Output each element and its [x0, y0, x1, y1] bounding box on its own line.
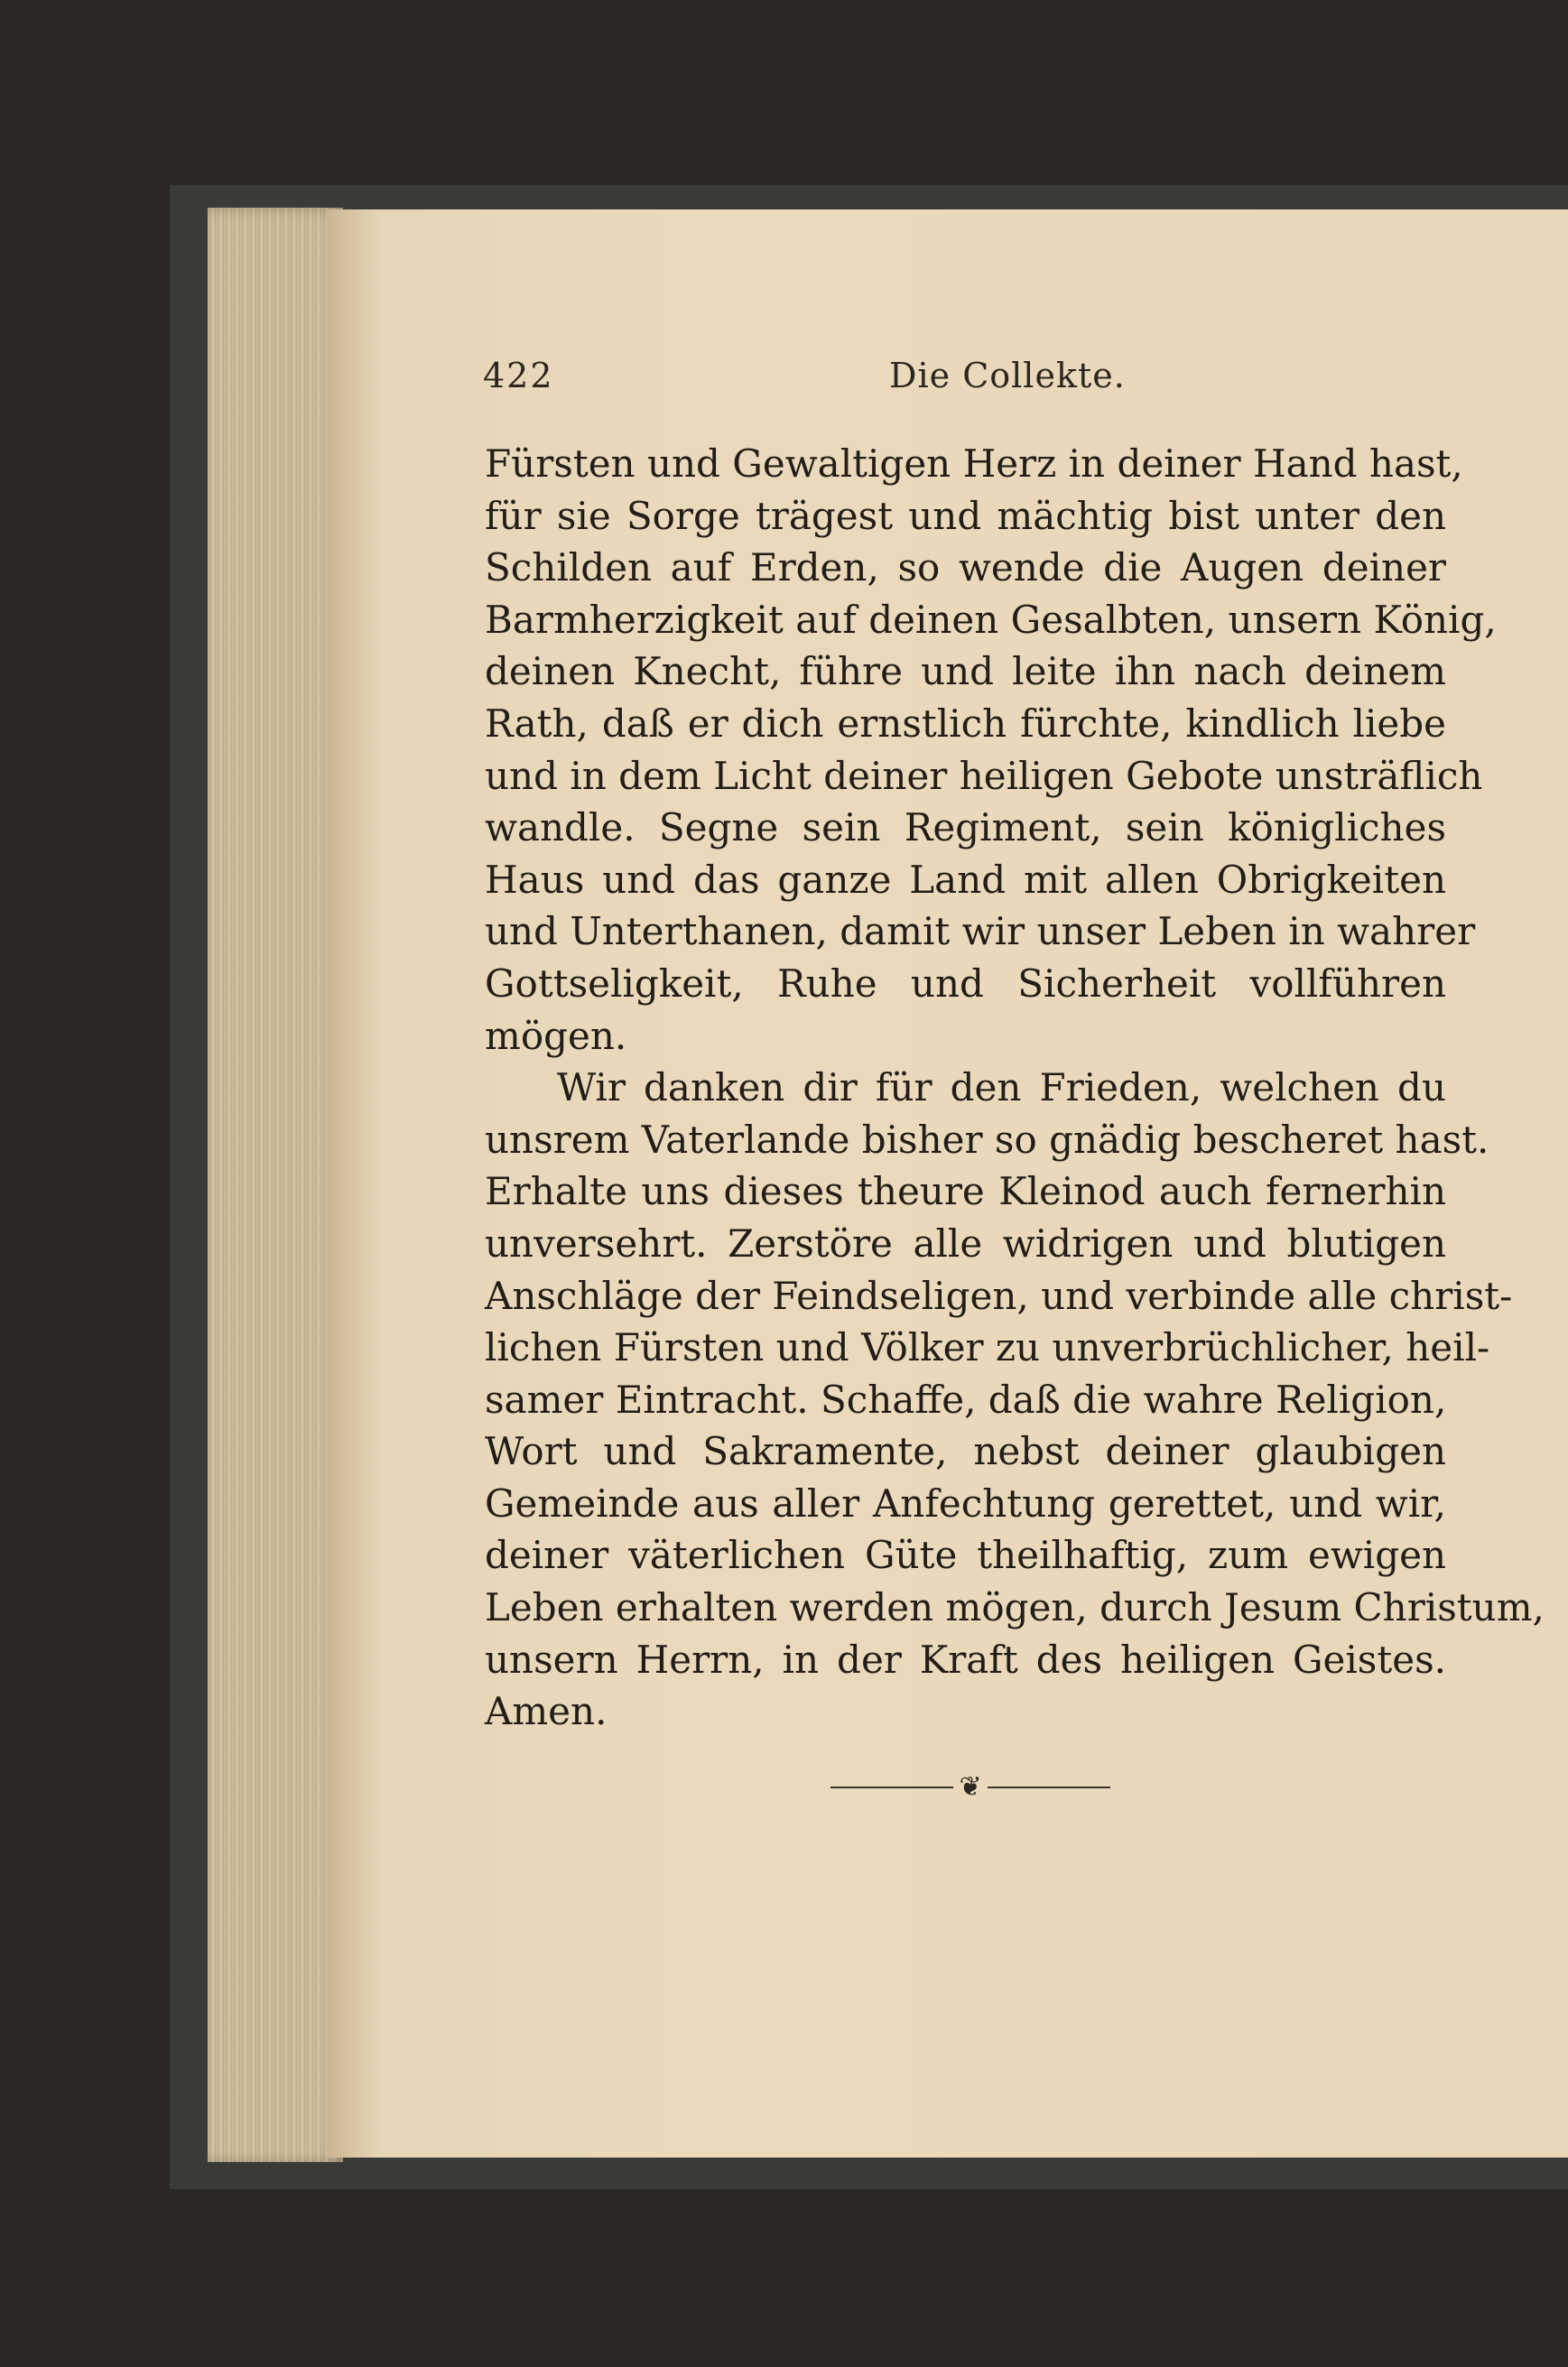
text-line: und Unterthanen, damit wir unser Leben in wahrer — [485, 909, 1476, 954]
text-line: Barmherzigkeit auf deinen Gesalbten, unsern König, — [485, 597, 1497, 642]
text-line: Haus und das ganze Land mit allen Obrigkeiten — [485, 857, 1446, 902]
text-line: unversehrt. Zerstöre alle widrigen und blutigen — [485, 1221, 1446, 1266]
text-line: Anschläge der Feindseligen, und verbinde alle christ- — [485, 1273, 1513, 1318]
running-title: Die Collekte. — [889, 356, 1126, 395]
text-line: mögen. — [485, 1013, 627, 1058]
text-line: für sie Sorge trägest und mächtig bist unter den — [485, 493, 1446, 538]
fleuron-icon: ❦ — [959, 1771, 982, 1803]
text-line: lichen Fürsten und Völker zu unverbrüchlicher, heil- — [485, 1325, 1490, 1370]
text-line: Amen. — [485, 1689, 608, 1734]
text-line: Wir danken dir für den Frieden, welchen du — [557, 1065, 1446, 1110]
text-line: Schilden auf Erden, so wende die Augen deiner — [485, 545, 1446, 590]
text-line: Wort und Sakramente, nebst deiner glaubigen — [485, 1429, 1446, 1474]
ornament-rule-left — [830, 1787, 953, 1788]
text-line: unsern Herrn, in der Kraft des heiligen Geistes. — [485, 1637, 1446, 1682]
text-line: Rath, daß er dich ernstlich fürchte, kindlich liebe — [485, 701, 1446, 746]
page-header — [483, 356, 1449, 410]
text-line: unsrem Vaterlande bisher so gnädig bescheret hast. — [485, 1117, 1489, 1162]
text-line: Leben erhalten werden mögen, durch Jesum Christum, — [485, 1585, 1545, 1630]
text-line: und in dem Licht deiner heiligen Gebote unsträflich — [485, 753, 1483, 798]
text-line: deinen Knecht, führe und leite ihn nach deinem — [485, 649, 1446, 694]
ornament-rule-right — [988, 1787, 1110, 1788]
body-text — [485, 438, 1545, 1738]
text-line: Gemeinde aus aller Anfechtung gerettet, und wir, — [485, 1481, 1446, 1526]
ornament-divider — [830, 1771, 1110, 1803]
text-line: Gottseligkeit, Ruhe und Sicherheit vollführen — [485, 961, 1446, 1006]
text-line: Fürsten und Gewaltigen Herz in deiner Hand hast, — [485, 441, 1463, 486]
text-line: samer Eintracht. Schaffe, daß die wahre Religion, — [485, 1377, 1447, 1422]
text-line: wandle. Segne sein Regiment, sein königliches — [485, 805, 1446, 850]
page-number: 422 — [483, 356, 554, 395]
text-line: deiner väterlichen Güte theilhaftig, zum ewigen — [485, 1533, 1446, 1578]
page-edges — [208, 208, 343, 2162]
text-line: Erhalte uns dieses theure Kleinod auch fernerhin — [485, 1169, 1446, 1214]
